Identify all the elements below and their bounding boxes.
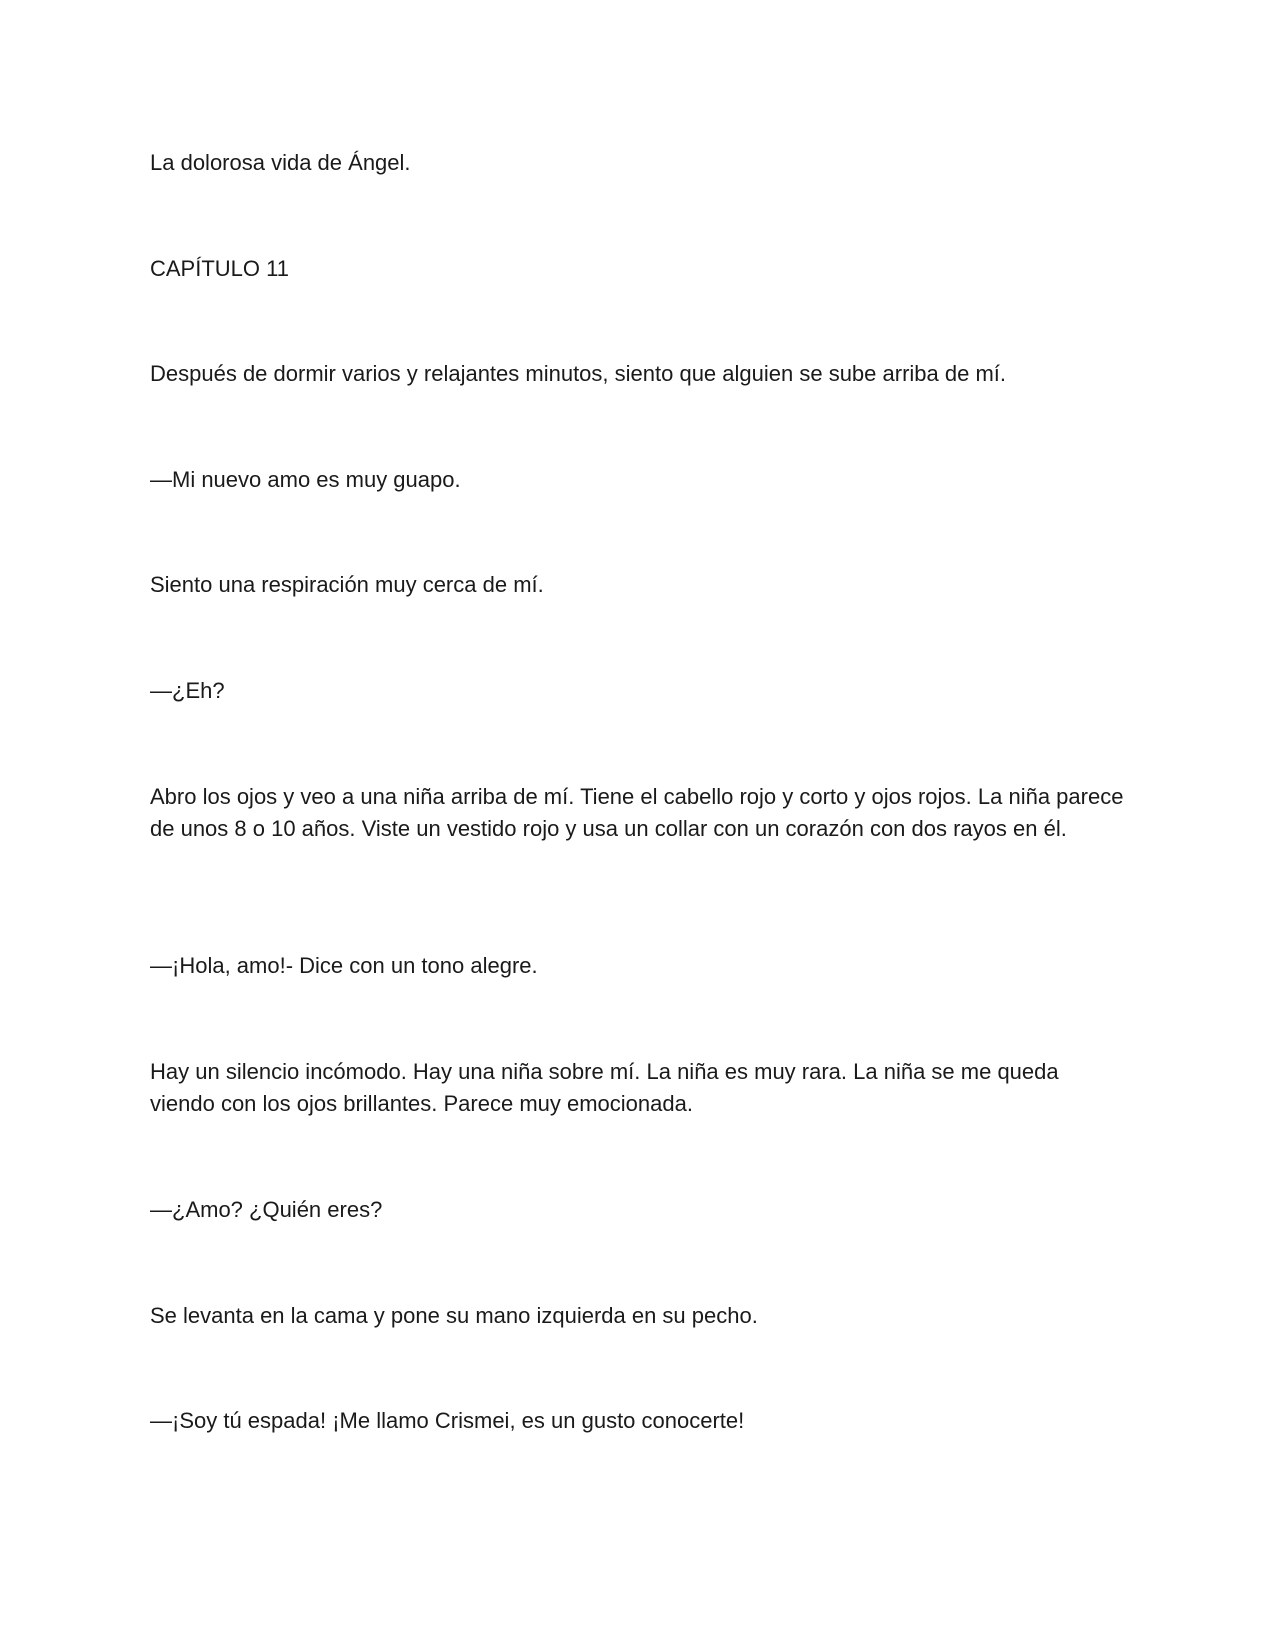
dialogue-line: —¿Amo? ¿Quién eres?: [150, 1197, 383, 1222]
paragraph: Siento una respiración muy cerca de mí.: [150, 572, 544, 597]
dialogue-line: —¡Hola, amo!- Dice con un tono alegre.: [150, 953, 538, 978]
dialogue-line: —Mi nuevo amo es muy guapo.: [150, 467, 461, 492]
dialogue-line: —¿Eh?: [150, 678, 225, 703]
paragraph: Se levanta en la cama y pone su mano izquierda en su pecho.: [150, 1303, 758, 1328]
dialogue-line: —¡Soy tú espada! ¡Me llamo Crismei, es un gusto conocerte!: [150, 1408, 745, 1433]
paragraph: Abro los ojos y veo a una niña arriba de mí. Tiene el cabello rojo y corto y ojos rojos. La niña parece de unos 8 o 10 años. Viste un vestido rojo y usa un collar con un corazón con dos rayos en él.: [150, 784, 1124, 841]
paragraph: Después de dormir varios y relajantes minutos, siento que alguien se sube arriba de mí.: [150, 361, 1007, 386]
paragraph: Hay un silencio incómodo. Hay una niña sobre mí. La niña es muy rara. La niña se me queda viendo con los ojos brillantes. Parece muy emocionada.: [150, 1059, 1059, 1116]
chapter-heading: CAPÍTULO 11: [150, 256, 289, 281]
document-title: La dolorosa vida de Ángel.: [150, 150, 411, 175]
